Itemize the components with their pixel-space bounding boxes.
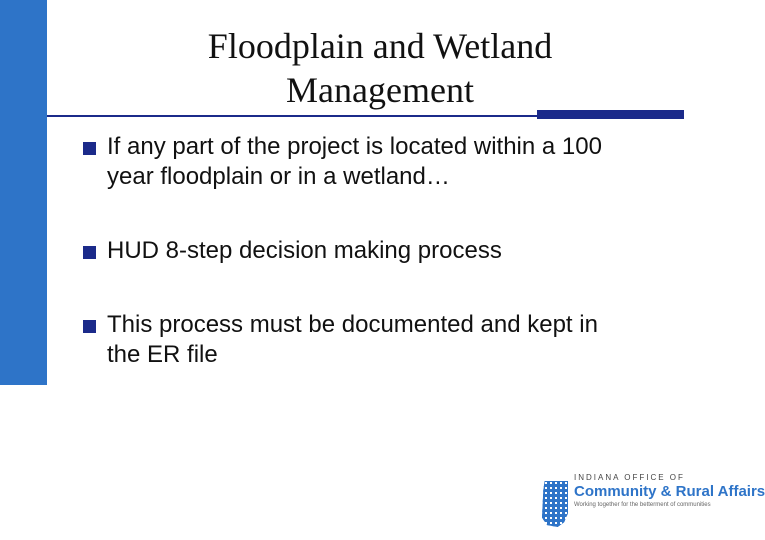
slide-title-line1: Floodplain and Wetland (207, 26, 553, 66)
title-underline (47, 115, 537, 117)
bullet-item (80, 236, 700, 266)
bullet-list (80, 132, 700, 414)
slide-title-line2: Management (286, 70, 474, 110)
bullet-text: HUD 8-step decision making process (107, 237, 502, 264)
ocra-logo (542, 467, 765, 531)
bullet-text-continued: the ER file (107, 341, 218, 368)
logo-tagline: Working together for the betterment of communities (574, 502, 711, 508)
bullet-text-continued: year floodplain or in a wetland… (107, 163, 450, 190)
indiana-map-icon (542, 481, 568, 527)
slide-title (60, 24, 700, 112)
bullet-text: This process must be documented and kept in (107, 311, 598, 338)
title-underline-accent (537, 110, 684, 119)
bullet-item (80, 310, 700, 370)
bullet-item (80, 132, 700, 192)
bullet-text: If any part of the project is located within a 100 (107, 133, 602, 160)
logo-main-text: Community & Rural Affairs (574, 483, 765, 500)
square-bullet-icon (83, 142, 96, 155)
square-bullet-icon (83, 246, 96, 259)
logo-top-text: INDIANA OFFICE OF (574, 473, 685, 482)
square-bullet-icon (83, 320, 96, 333)
left-accent-bar (0, 0, 47, 385)
